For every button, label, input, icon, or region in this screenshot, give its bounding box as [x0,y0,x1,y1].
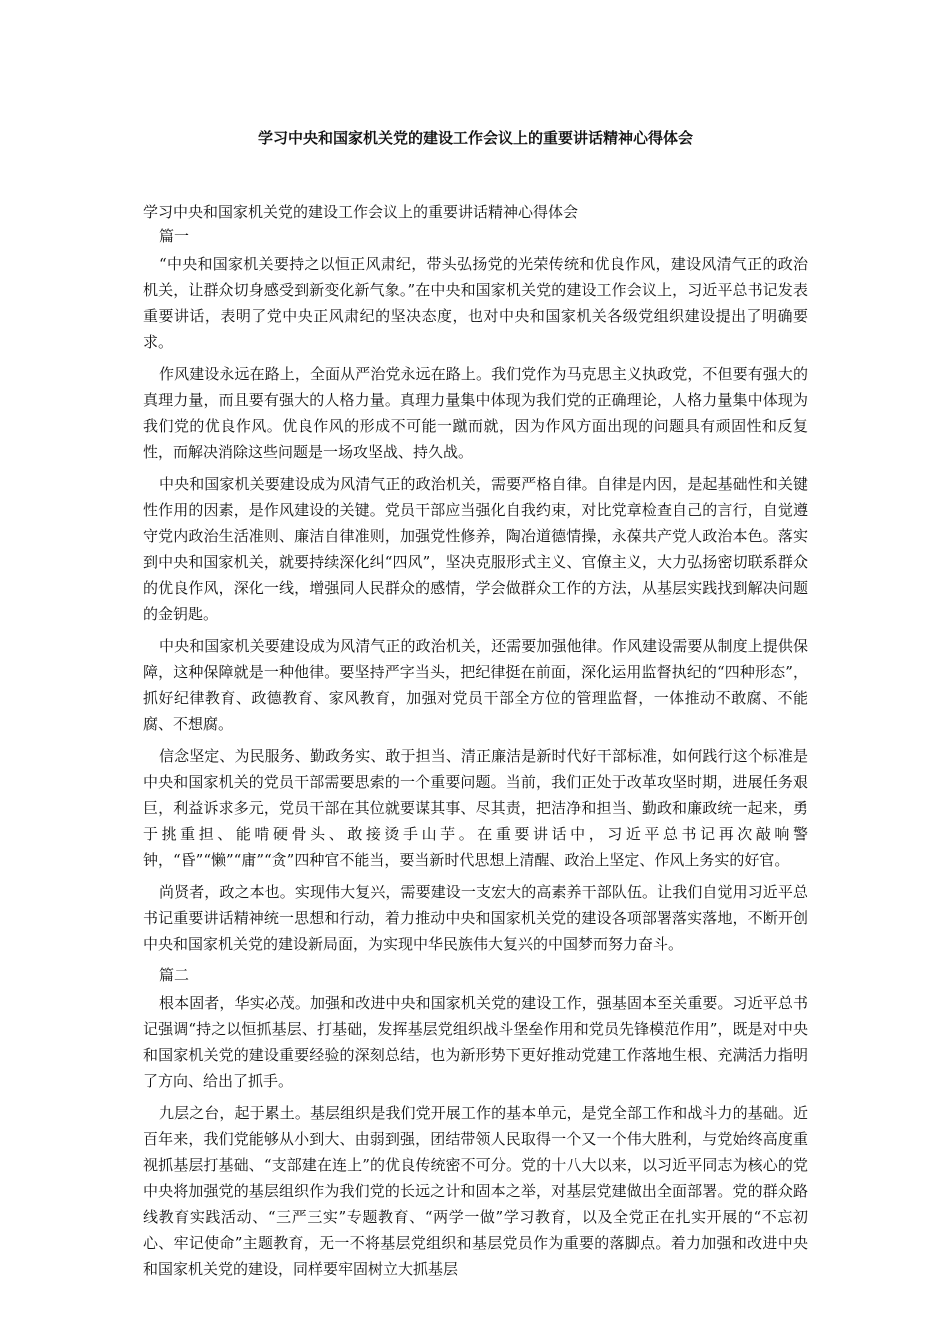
section-label-2: 篇二 [159,966,190,984]
paragraph: 中央和国家机关要建设成为风清气正的政治机关，需要严格自律。自律是内因，是起基础性和关键性作用的因素，是作风建设的关键。党员干部应当强化自我约束，对比党章检查自己的言行，自觉遵守党内政治生活准则、廉洁自律准则，加强党性修养，陶冶道德情操，永葆共产党人政治本色。落实到中央和国家机关，就要持续深化纠“四风”，坚决克服形式主义、官僚主义，大力弘扬密切联系群众的优良作风，深化一线，增强同人民群众的感情，学会做群众工作的方法，从基层实践找到解决问题的金钥匙。 [143,475,808,623]
paragraph: 信念坚定、为民服务、勤政务实、敢于担当、清正廉洁是新时代好干部标准，如何践行这个标准是中央和国家机关的党员干部需要思索的一个重要问题。当前，我们正处于改革攻坚时期，进展任务艰巨，利益诉求多元，党员干部在其位就要谋其事、尽其责，把洁净和担当、勤政和廉政统一起来，勇于挑重担、能啃硬骨头、敢接烫手山芋。在重要讲话中，习近平总书记再次敲响警钟，“昏”“懒”“庸”“贪”四种官不能当，要当新时代思想上清醒、政治上坚定、作风上务实的好官。 [143,747,808,869]
document-page [143,0,808,1288]
paragraph: 根本固者，华实必茂。加强和改进中央和国家机关党的建设工作，强基固本至关重要。习近平总书记强调“持之以恒抓基层、打基础，发挥基层党组织战斗堡垒作用和党员先锋模范作用”，既是对中央和国家机关党的建设重要经验的深刻总结，也为新形势下更好推动党建工作落地生根、充满活力指明了方向、给出了抓手。 [143,994,808,1090]
section-label-1: 篇一 [159,227,190,245]
document-title: 学习中央和国家机关党的建设工作会议上的重要讲话精神心得体会 [257,129,693,147]
paragraph: 尚贤者，政之本也。实现伟大复兴，需要建设一支宏大的高素养干部队伍。让我们自觉用习近平总书记重要讲话精神统一思想和行动，着力推动中央和国家机关党的建设各项部署落实落地，不断开创中央和国家机关党的建设新局面，为实现中华民族伟大复兴的中国梦而努力奋斗。 [143,883,808,953]
paragraph: 九层之台，起于累土。基层组织是我们党开展工作的基本单元，是党全部工作和战斗力的基础。近百年来，我们党能够从小到大、由弱到强，团结带领人民取得一个又一个伟大胜利，与党始终高度重视抓基层打基础、“支部建在连上”的优良传统密不可分。党的十八大以来，以习近平同志为核心的党中央将加强党的基层组织作为我们党的长远之计和固本之举，对基层党建做出全面部署。党的群众路线教育实践活动、“三严三实”专题教育、“两学一做”学习教育，以及全党正在扎实开展的“不忘初心、牢记使命”主题教育，无一不将基层党组织和基层党员作为重要的落脚点。着力加强和改进中央和国家机关党的建设，同样要牢固树立大抓基层 [143,1104,808,1278]
document-subtitle: 学习中央和国家机关党的建设工作会议上的重要讲话精神心得体会 [143,203,579,221]
paragraph: 中央和国家机关要建设成为风清气正的政治机关，还需要加强他律。作风建设需要从制度上提供保障，这种保障就是一种他律。要坚持严字当头，把纪律挺在前面，深化运用监督执纪的“四种形态”，抓好纪律教育、政德教育、家风教育，加强对党员干部全方位的管理监督，一体推动不敢腐、不能腐、不想腐。 [143,637,808,733]
paragraph: “中央和国家机关要持之以恒正风肃纪，带头弘扬党的光荣传统和优良作风，建设风清气正的政治机关，让群众切身感受到新变化新气象。”在中央和国家机关党的建设工作会议上，习近平总书记发表重要讲话，表明了党中央正风肃纪的坚决态度，也对中央和国家机关各级党组织建设提出了明确要求。 [143,255,808,351]
paragraph: 作风建设永远在路上，全面从严治党永远在路上。我们党作为马克思主义执政党，不但要有强大的真理力量，而且要有强大的人格力量。真理力量集中体现为我们党的正确理论，人格力量集中体现为我们党的优良作风。优良作风的形成不可能一蹴而就，因为作风方面出现的问题具有顽固性和反复性，而解决消除这些问题是一场攻坚战、持久战。 [143,365,808,461]
